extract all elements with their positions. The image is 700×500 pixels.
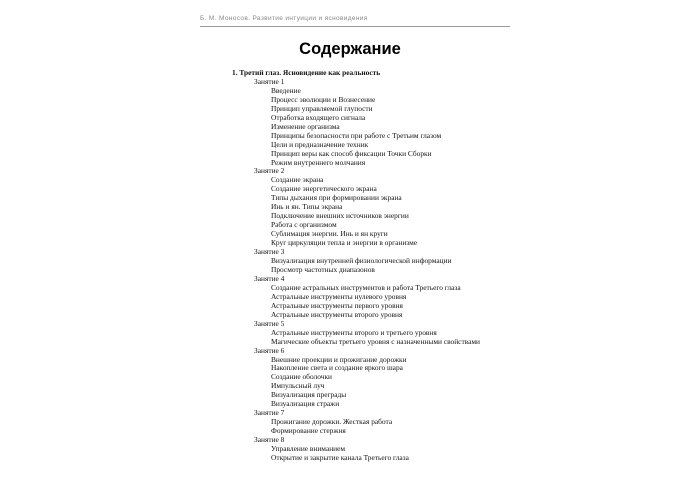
toc-entry[interactable]: Создание оболочки [271,372,332,382]
toc-entry[interactable]: Принцип веры как способ фиксации Точки Сборки [271,148,432,158]
toc-entry[interactable]: Визуализация преграды [271,390,347,400]
lesson-block [232,275,532,320]
page-title: Содержание [299,40,401,58]
toc-entry[interactable]: Астральные инструменты второго и третьего уровня [271,327,437,337]
lesson-title: Занятие 8 [254,435,285,445]
toc-entry[interactable]: Астральные инструменты второго уровня [271,309,403,319]
toc-entry[interactable]: Создание энергетического экрана [271,184,377,194]
topic-list [232,176,532,248]
lesson-block [232,347,532,410]
lesson-block [232,167,532,248]
toc-entry[interactable]: Отработка входящего сигнала [271,112,366,122]
lesson-title: Занятие 7 [254,408,285,418]
lesson-block [232,248,532,275]
toc-entry[interactable]: Просмотр частотных диапазонов [271,264,375,274]
toc-entry[interactable]: Процесс эволюции и Вознесение [271,94,376,104]
toc-entry[interactable]: Создание экрана [271,175,324,185]
lesson-block [232,436,532,463]
toc-entry[interactable]: Открытие и закрытие канала Третьего глаза [271,452,409,462]
toc-entry[interactable]: Накопление света и создание яркого шара [271,363,403,373]
toc-entry[interactable]: Магические объекты третьего уровня с назначенными свойствами [271,336,480,346]
topic-list [232,257,532,275]
running-header: Б. М. Моносов. Развитие интуиции и ясновидения [200,15,510,27]
topic-list [232,356,532,410]
table-of-contents [232,69,532,463]
topic-list [232,87,532,168]
lesson-title: Занятие 2 [254,166,285,176]
toc-entry[interactable]: Астральные инструменты первого уровня [271,300,403,310]
toc-entry[interactable]: Цели и предназначение техник [271,139,369,149]
topic-list [232,329,532,347]
lesson-title: Занятие 4 [254,273,285,283]
toc-entry[interactable]: Сублимация энергии. Инь и ян круги [271,229,388,239]
toc-entry[interactable]: Создание астральных инструментов и работа Третьего глаза [271,282,461,292]
toc-entry[interactable]: Внешние проекции и прожигание дорожки [271,354,407,364]
toc-entry[interactable]: Прожигание дорожки. Жесткая работа [271,417,393,427]
lesson-block [232,78,532,168]
toc-entry[interactable]: Режим внутреннего молчания [271,157,366,167]
lesson-block [232,320,532,347]
lesson-title: Занятие 3 [254,247,285,257]
toc-entry[interactable]: Работа с организмом [271,220,337,230]
lesson-title: Занятие 6 [254,345,285,355]
toc-entry[interactable]: Принцип управляемой глупости [271,103,373,113]
lesson-title: Занятие 5 [254,318,285,328]
toc-entry[interactable]: Визуализация стражи [271,399,340,409]
toc-entry[interactable]: Подключение внешних источников энергии [271,211,409,221]
toc-entry[interactable]: Круг циркуляции тепла и энергии в организме [271,238,418,248]
toc-entry[interactable]: Импульсный луч [271,381,325,391]
toc-entry[interactable]: Астральные инструменты нулевого уровня [271,291,407,301]
toc-entry[interactable]: Типы дыхания при формировании экрана [271,193,402,203]
topic-list [232,445,532,463]
lesson-title: Занятие 1 [254,76,285,86]
toc-entry[interactable]: Формирование стержня [271,426,346,436]
toc-entry[interactable]: Введение [271,85,301,95]
toc-entry[interactable]: Визуализация внутренней физиологической информации [271,256,452,266]
toc-entry[interactable]: Инь и ян. Типы экрана [271,202,343,212]
toc-entry[interactable]: Управление вниманием [271,444,346,454]
lesson-block [232,409,532,436]
topic-list [232,284,532,320]
topic-list [232,418,532,436]
toc-entry[interactable]: Изменение организма [271,121,340,131]
toc-entry[interactable]: Принципы безопасности при работе с Третьим глазом [271,130,442,140]
chapter-heading: 1. Третий глаз. Ясновидение как реальность [232,68,381,77]
